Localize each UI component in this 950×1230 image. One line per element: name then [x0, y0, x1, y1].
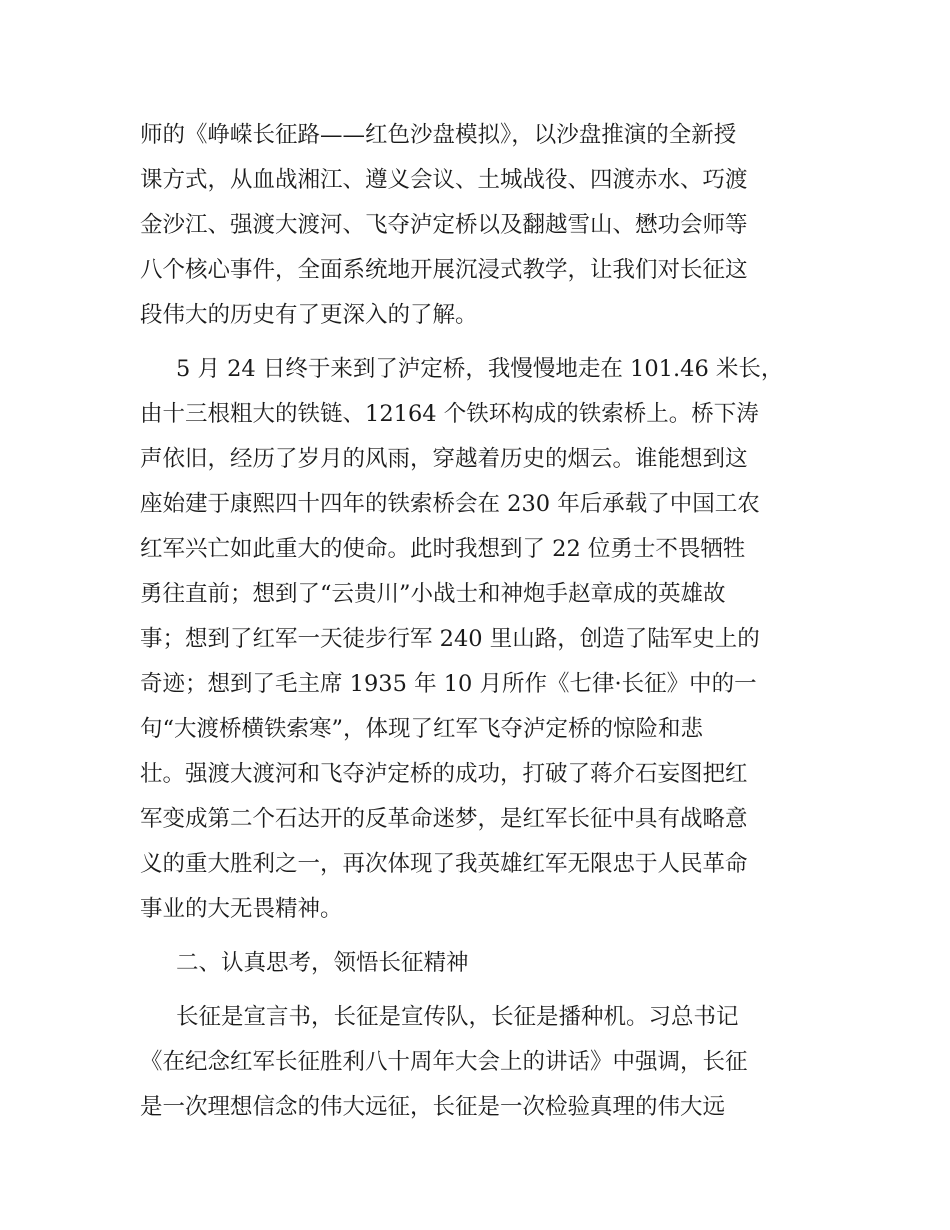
text-line: 课方式，从血战湘江、遵义会议、土城战役、四渡赤水、巧渡 — [140, 167, 748, 193]
paragraph-1 — [140, 113, 810, 338]
text-line: 八个核心事件，全面系统地开展沉浸式教学，让我们对长征这 — [140, 257, 748, 283]
text-line: 红军兴亡如此重大的使命。此时我想到了 22 位勇士不畏牺牲 — [140, 536, 746, 562]
text-line: 是一次理想信念的伟大远征，长征是一次检验真理的伟大远 — [140, 1094, 726, 1120]
text-line: 军变成第二个石达开的反革命迷梦，是红军长征中具有战略意 — [140, 806, 748, 832]
text-line: 座始建于康熙四十四年的铁索桥会在 230 年后承载了中国工农 — [140, 491, 760, 517]
text-line: 段伟大的历史有了更深入的了解。 — [140, 302, 478, 328]
section-heading-text: 二、认真思考，领悟长征精神 — [176, 950, 469, 976]
paragraph-gap — [140, 986, 810, 995]
text-line: 声依旧，经历了岁月的风雨，穿越着历史的烟云。谁能想到这 — [140, 446, 748, 472]
text-line: 事；想到了红军一天徒步行军 240 里山路，创造了陆军史上的 — [140, 626, 760, 652]
text-line: 事业的大无畏精神。 — [140, 896, 343, 922]
text-line: 《在纪念红军长征胜利八十周年大会上的讲话》中强调，长征 — [140, 1049, 748, 1075]
paragraph-3 — [140, 995, 810, 1130]
text-line: 5 月 24 日终于来到了泸定桥，我慢慢地走在 101.46 米长， — [176, 356, 784, 382]
text-line: 由十三根粗大的铁链、12164 个铁环构成的铁索桥上。桥下涛 — [140, 401, 759, 427]
paragraph-gap — [140, 932, 810, 941]
text-line: 壮。强渡大渡河和飞夺泸定桥的成功，打破了蒋介石妄图把红 — [140, 761, 748, 787]
text-line: 勇往直前；想到了“云贵川”小战士和神炮手赵章成的英雄故 — [140, 581, 726, 607]
text-line: 师的《峥嵘长征路——红色沙盘模拟》，以沙盘推演的全新授 — [140, 122, 737, 148]
text-line: 金沙江、强渡大渡河、飞夺泸定桥以及翻越雪山、懋功会师等 — [140, 212, 748, 238]
text-line: 长征是宣言书，长征是宣传队，长征是播种机。习总书记 — [176, 1004, 739, 1030]
text-line: 句“大渡桥横铁索寒”，体现了红军飞夺泸定桥的惊险和悲 — [140, 716, 704, 742]
text-line: 奇迹；想到了毛主席 1935 年 10 月所作《七律·长征》中的一 — [140, 671, 757, 697]
document-body — [140, 113, 810, 1130]
paragraph-2 — [140, 347, 810, 932]
section-heading — [140, 941, 810, 986]
paragraph-gap — [140, 338, 810, 347]
text-line: 义的重大胜利之一，再次体现了我英雄红军无限忠于人民革命 — [140, 851, 748, 877]
